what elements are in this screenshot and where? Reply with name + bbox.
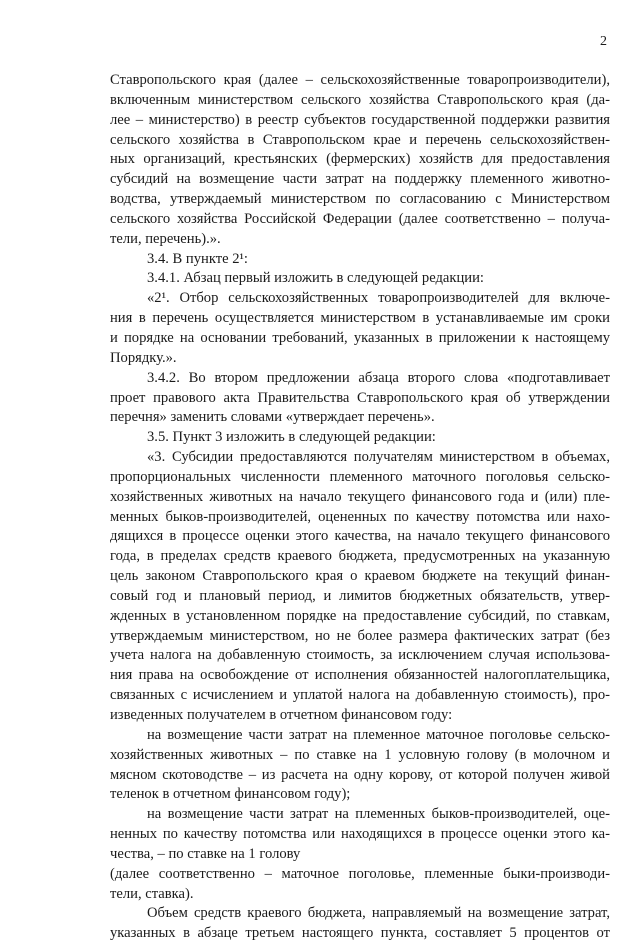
text-line: связанных с исчислением и уплатой налога на добавленную стоимость), про-	[110, 687, 610, 704]
page-number: 2	[600, 34, 607, 49]
text-line: на возмещение части затрат на племенных быков-производителей, оце-	[147, 806, 610, 823]
text-line: хозяйственных животных на начало текущего финансового года и (или) пле-	[110, 488, 610, 505]
text-line: перечня» заменить словами «утверждает перечень».	[110, 409, 435, 426]
document-body	[110, 71, 610, 944]
text-line: дящихся в процессе оценки этого качества, на начало текущего финансового	[110, 528, 610, 545]
text-line: 3.5. Пункт 3 изложить в следующей редакции:	[147, 429, 436, 446]
text-line: водства, утверждаемый министерством по согласованию с Министерством	[110, 191, 610, 208]
text-line: субсидий на возмещение части затрат на поддержку племенного животно-	[110, 171, 610, 188]
text-line: 3.4.2. Во втором предложении абзаца второго слова «подготавливает	[147, 369, 610, 386]
text-line: утверждаемым министерством, но не более размера фактических затрат (без	[110, 627, 610, 644]
text-line: изведенных получателем в отчетном финансовом году:	[110, 707, 453, 723]
text-line: тели, перечень).».	[110, 230, 221, 247]
text-line: менных быков-производителей, оцененных по качеству потомства или нахо-	[110, 508, 610, 525]
text-line: лее – министерство) в реестр субъектов государственной поддержки развития	[110, 111, 610, 128]
text-line: указанных в абзаце третьем настоящего пункта, составляет 5 процентов от	[110, 925, 610, 942]
text-line: «3. Субсидии предоставляются получателям министерством в объемах,	[147, 449, 610, 466]
text-line: проет правового акта Правительства Ставропольского края об утверждении	[110, 389, 610, 406]
text-line: на возмещение части затрат на племенное маточное поголовье сельско-	[147, 726, 610, 743]
text-line: жденных в установленном порядке на предоставление субсидий, по ставкам,	[110, 607, 610, 624]
text-line: (далее соответственно – маточное поголовье, племенные быки-производи-	[110, 865, 610, 882]
text-line: и порядке на основании требований, указанных в приложении к настоящему	[110, 329, 610, 346]
text-line: мясном скотоводстве – из расчета на одну корову, от которой получен живой	[110, 766, 610, 783]
text-line: ных организаций, крестьянских (фермерских) хозяйств для предоставления	[110, 151, 610, 168]
text-line: пропорциональных численности племенного маточного поголовья сельско-	[110, 468, 610, 485]
text-line: ненных по качеству потомства или находящихся в процессе оценки этого ка-	[110, 826, 610, 843]
text-line: сельского хозяйства Российской Федерации (далее соответственно – получа-	[110, 210, 610, 227]
text-line: сельского хозяйства в Ставропольском крае и перечень сельскохозяйствен-	[110, 131, 610, 148]
text-line: 3.4.1. Абзац первый изложить в следующей редакции:	[147, 270, 484, 287]
text-line: ния права на освобождение от исполнения обязанностей налогоплательщика,	[110, 667, 610, 684]
text-line: учета налога на добавленную стоимость, за исключением случая использова-	[110, 647, 610, 664]
text-line: совый год и плановый период, и лимитов бюджетных обязательств, утвер-	[110, 587, 610, 604]
text-line: Порядку.».	[110, 349, 177, 366]
text-line: «2¹. Отбор сельскохозяйственных товаропроизводителей для включе-	[147, 290, 610, 307]
text-line: включенным министерством сельского хозяйства Ставропольского края (да-	[110, 91, 610, 108]
text-line: года, в пределах средств краевого бюджета, предусмотренных на указанную	[110, 548, 610, 565]
text-line: теленок в отчетном финансовом году);	[110, 786, 351, 803]
text-line: цель законом Ставропольского края о краевом бюджете на текущий финан-	[110, 568, 610, 585]
text-line: Ставропольского края (далее – сельскохозяйственные товаропроизводители),	[110, 72, 610, 88]
text-line: хозяйственных животных – по ставке на 1 условную голову (в молочном и	[110, 746, 610, 763]
text-line: Объем средств краевого бюджета, направляемый на возмещение затрат,	[147, 905, 610, 922]
text-line: ния в перечень осуществляется министерством в устанавливаемые им сроки	[110, 310, 610, 327]
text-line: чества, – по ставке на 1 голову	[110, 845, 301, 862]
text-line: тели, ставка).	[110, 885, 194, 902]
text-line: 3.4. В пункте 2¹:	[147, 250, 248, 267]
